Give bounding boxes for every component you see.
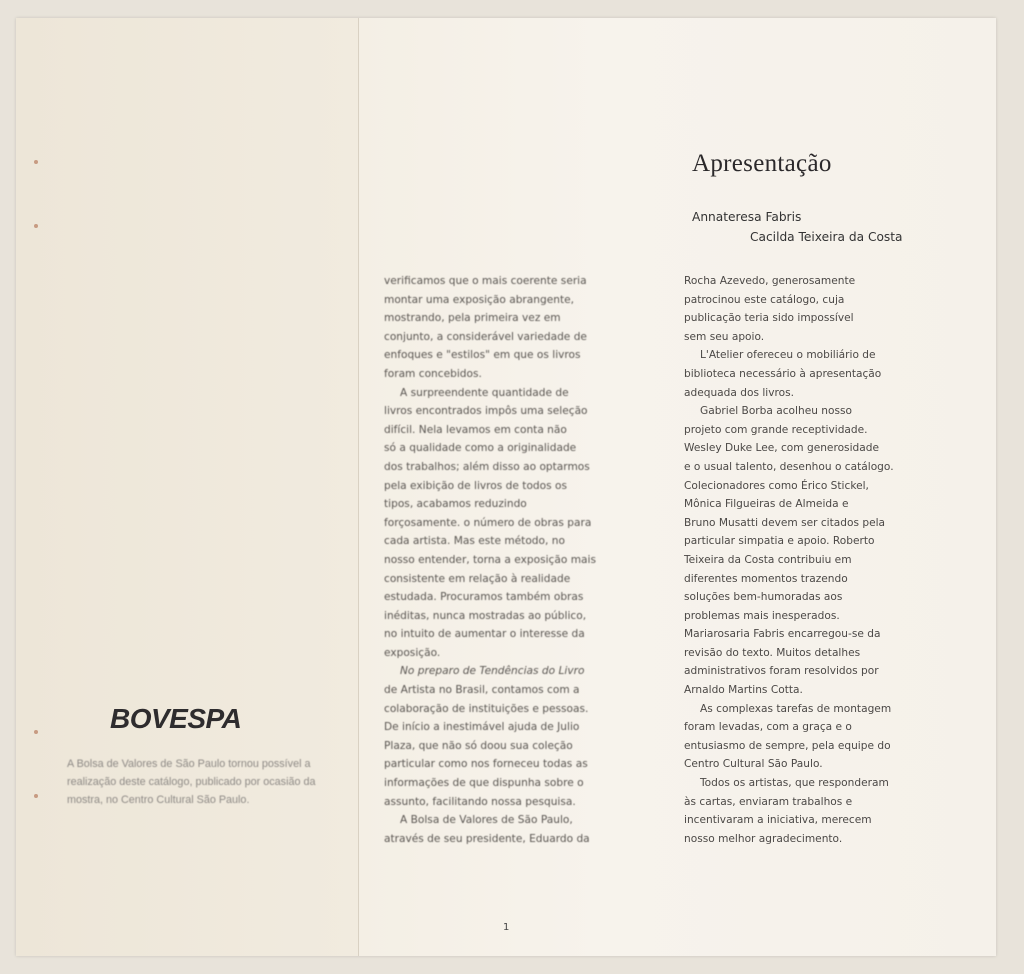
text-line: L'Atelier ofereceu o mobiliário de <box>700 349 876 362</box>
text-line: problemas mais inesperados. <box>684 609 840 622</box>
text-line: Teixeira da Costa contribuiu em <box>684 553 852 566</box>
text-line: entusiasmo de sempre, pela equipe do <box>684 739 891 752</box>
page-number: 1 <box>503 922 510 933</box>
text-line: Todos os artistas, que responderam <box>700 777 889 790</box>
punch-mark <box>34 160 38 164</box>
text-line: soluções bem-humoradas aos <box>684 591 843 604</box>
text-line: estudada. Procuramos também obras <box>384 591 584 604</box>
text-line: assunto, facilitando nossa pesquisa. <box>384 795 576 808</box>
text-line: foram concebidos. <box>384 367 482 380</box>
left-flap-panel <box>16 18 359 956</box>
text-line: Plaza, que não só doou sua coleção <box>384 739 573 752</box>
text-line: A surpreendente quantidade de <box>400 386 569 399</box>
text-line: forçosamente. o número de obras para <box>384 516 592 529</box>
text-line: mostrando, pela primeira vez em <box>384 312 561 325</box>
text-line: e o usual talento, desenhou o catálogo. <box>684 460 894 473</box>
page-title: Apresentação <box>692 150 832 177</box>
text-line: exposição. <box>384 646 441 659</box>
text-line: Mariarosaria Fabris encarregou-se da <box>684 628 881 641</box>
text-line: conjunto, a considerável variedade de <box>384 330 587 343</box>
text-line: às cartas, enviaram trabalhos e <box>684 795 853 808</box>
text-line: projeto com grande receptividade. <box>684 423 868 436</box>
text-line: dos trabalhos; além disso ao optarmos <box>384 460 590 473</box>
punch-mark <box>34 794 38 798</box>
text-line: Rocha Azevedo, generosamente <box>684 275 856 287</box>
text-line: sem seu apoio. <box>684 330 765 343</box>
text-line: inéditas, nunca mostradas ao público, <box>384 609 587 622</box>
text-line: de Artista no Brasil, contamos com a <box>384 684 580 697</box>
text-line: nosso melhor agradecimento. <box>684 832 843 845</box>
punch-mark <box>34 224 38 228</box>
text-line: Wesley Duke Lee, com generosidade <box>684 442 879 455</box>
text-line: As complexas tarefas de montagem <box>700 702 892 715</box>
text-line: revisão do texto. Muitos detalhes <box>684 646 861 659</box>
author-name: Cacilda Teixeira da Costa <box>750 230 903 244</box>
text-line: A Bolsa de Valores de São Paulo, <box>400 814 573 827</box>
text-line: No preparo de Tendências do Livro <box>400 665 585 678</box>
text-line: adequada dos livros. <box>684 386 794 399</box>
text-line: Mônica Filgueiras de Almeida e <box>684 498 849 511</box>
text-line: colaboração de instituições e pessoas. <box>384 702 589 715</box>
text-line: Bruno Musatti devem ser citados pela <box>684 516 886 529</box>
text-line: só a qualidade como a originalidade <box>384 442 577 455</box>
text-line: Gabriel Borba acolheu nosso <box>700 405 853 418</box>
text-line: biblioteca necessário à apresentação <box>684 367 882 380</box>
text-line: nosso entender, torna a exposição mais <box>384 553 596 566</box>
text-line: pela exibição de livros de todos os <box>384 479 568 492</box>
text-line: particular como nos forneceu todas as <box>384 758 588 771</box>
bovespa-logo: BOVESPA <box>110 703 242 734</box>
text-line: montar uma exposição abrangente, <box>384 293 574 306</box>
text-line: De início a inestimável ajuda de Julio <box>384 721 580 734</box>
text-line: diferentes momentos trazendo <box>684 572 848 585</box>
middle-text-column <box>384 272 634 848</box>
sponsor-note: A Bolsa de Valores de São Paulo tornou possível a realização deste catálogo, publicado por ocasião da mostra, no Centro Cultural São Paulo. <box>67 758 316 806</box>
text-line: tipos, acabamos reduzindo <box>384 498 527 511</box>
right-text-column <box>684 272 934 848</box>
text-line: publicação teria sido impossível <box>684 312 854 325</box>
text-line: Colecionadores como Érico Stickel, <box>684 479 869 492</box>
text-line: patrocinou este catálogo, cuja <box>684 293 845 306</box>
text-line: consistente em relação à realidade <box>384 572 571 585</box>
text-line: informações de que dispunha sobre o <box>384 777 584 790</box>
text-line: Arnaldo Martins Cotta. <box>684 684 803 697</box>
text-line: no intuito de aumentar o interesse da <box>384 628 585 641</box>
text-line: verificamos que o mais coerente seria <box>384 275 587 287</box>
text-line: Centro Cultural São Paulo. <box>684 758 823 771</box>
punch-mark <box>34 730 38 734</box>
author-name: Annateresa Fabris <box>692 210 802 224</box>
text-line: incentivaram a iniciativa, merecem <box>684 814 872 827</box>
text-line: livros encontrados impôs uma seleção <box>384 405 588 418</box>
text-line: através de seu presidente, Eduardo da <box>384 832 590 845</box>
text-line: particular simpatia e apoio. Roberto <box>684 535 875 548</box>
text-line: foram levadas, com a graça e o <box>684 721 852 734</box>
text-line: enfoques e "estilos" em que os livros <box>384 349 581 362</box>
text-line: cada artista. Mas este método, no <box>384 535 565 548</box>
text-line: difícil. Nela levamos em conta não <box>384 423 567 436</box>
text-line: administrativos foram resolvidos por <box>684 665 879 678</box>
